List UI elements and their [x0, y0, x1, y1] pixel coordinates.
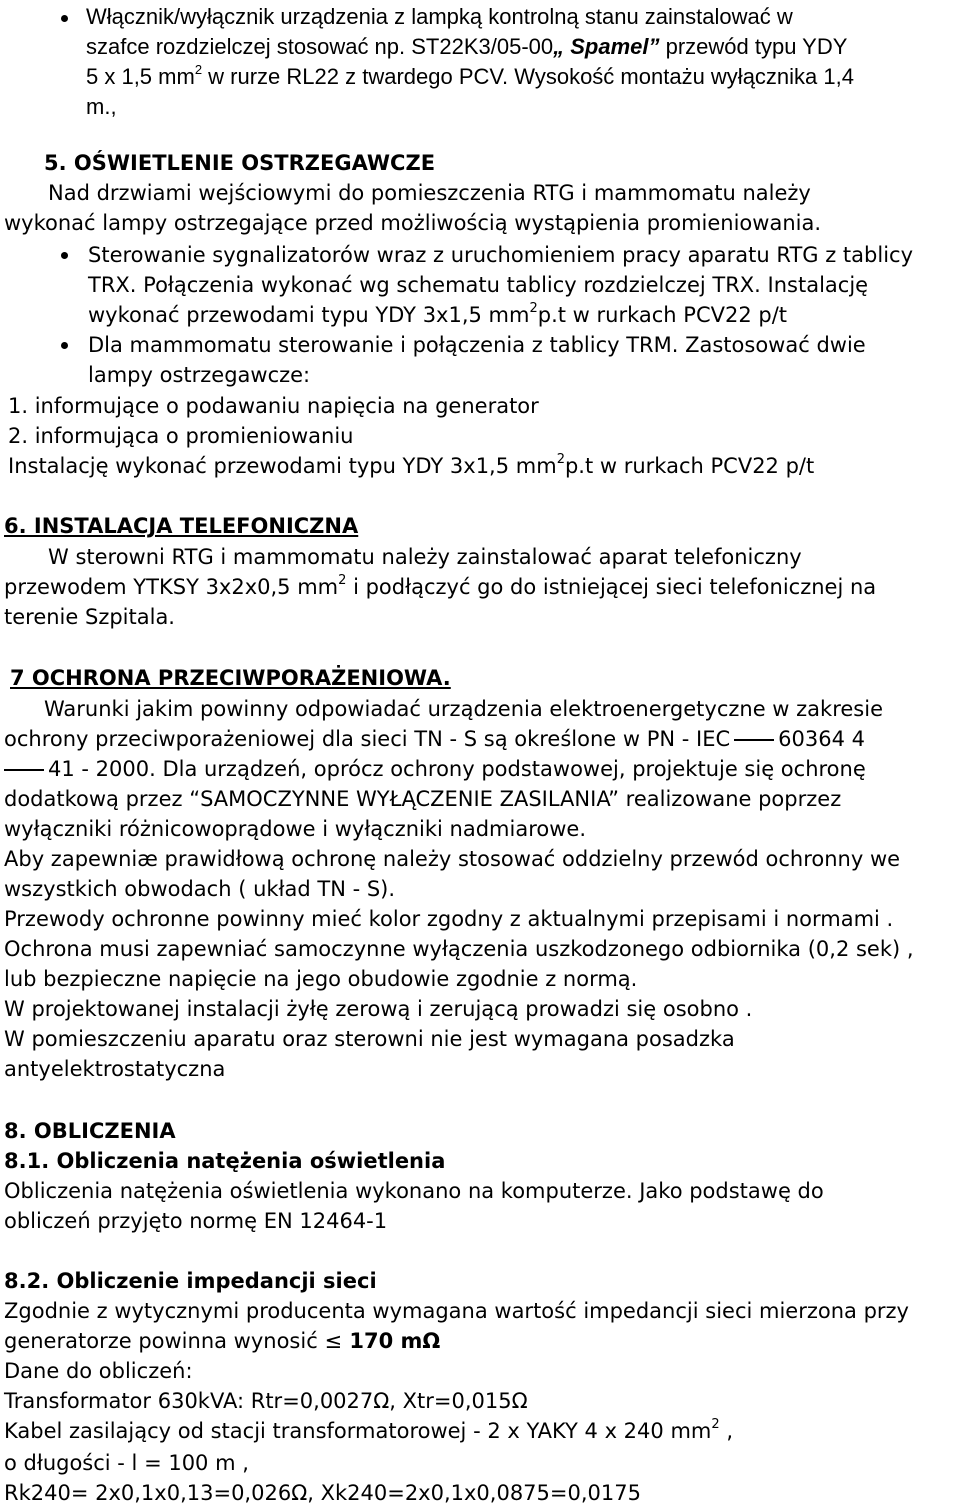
text-line: Rk240= 2x0,1x0,13=0,026Ω, Xk240=2x0,1x0,0875=0,0175: [4, 1481, 641, 1505]
text-line: Kabel zasilający od stacji transformatorowej - 2 x YAKY 4 x 240 $mm^2$ ,: [4, 1417, 733, 1443]
text-line: Obliczenia natężenia oświetlenia wykonano na komputerze. Jako podstawę do: [4, 1179, 824, 1203]
text-line: Dane do obliczeń:: [4, 1359, 193, 1383]
section-heading: 8. OBLICZENIA: [4, 1119, 176, 1143]
subsection-heading: 8.2. Obliczenie impedancji sieci: [4, 1269, 377, 1293]
section-heading: 5. OŚWIETLENIE OSTRZEGAWCZE: [44, 151, 436, 175]
text-line: m.,: [86, 94, 117, 119]
text-line: Włącznik/wyłącznik urządzenia z lampką kontrolną stanu zainstalować w: [86, 4, 793, 29]
text-line: o długości - l = 100 m ,: [4, 1451, 249, 1475]
text-line: W sterowni RTG i mammomatu należy zainstalować aparat telefoniczny: [48, 545, 802, 569]
section-heading: 6. INSTALACJA TELEFONICZNA: [4, 514, 359, 538]
text-line: 41 - 2000. Dla urządzeń, oprócz ochrony podstawowej, projektuje się ochronę: [4, 754, 866, 784]
text-line: wykonać przewodami typu YDY 3x1,5 $mm^2p.t$ w rurkach PCV22 p/t: [88, 301, 788, 327]
dash-line: [734, 739, 774, 741]
bullet-icon: [61, 252, 68, 259]
text-line: generatorze powinna wynosić ≤ 170 mΩ: [4, 1329, 441, 1353]
text-line: wszystkich obwodach ( układ TN - S).: [4, 877, 396, 901]
bullet-icon: [61, 342, 68, 349]
text-line: Instalację wykonać przewodami typu YDY 3x1,5 $mm^2p.t$ w rurkach PCV22 p/t: [8, 452, 815, 478]
text-line: przewodem YTKSY 3x2x0,5 $mm^2$ i podłączyć go do istniejącej sieci telefonicznej na: [4, 573, 877, 599]
text-line: wyłączniki różnicowoprądowe i wyłączniki nadmiarowe.: [4, 817, 587, 841]
dash-line: [4, 769, 44, 771]
text-line: antyelektrostatyczna: [4, 1057, 226, 1081]
text-line: obliczeń przyjęto normę EN 12464-1: [4, 1209, 388, 1233]
text-line: 5 x 1,5 $mm^2$ w rurze RL22 z twardego PCV. Wysokość montażu wyłącznika 1,4: [86, 61, 854, 89]
text-line: W projektowanej instalacji żyłę zerową i zerującą prowadzi się osobno .: [4, 997, 753, 1021]
text-line: Sterowanie sygnalizatorów wraz z uruchomieniem pracy aparatu RTG z tablicy: [88, 243, 913, 267]
text-line: Zgodnie z wytycznymi producenta wymagana wartość impedancji sieci mierzona przy: [4, 1299, 909, 1323]
section-heading: 7 OCHRONA PRZECIWPORAŻENIOWA.: [10, 666, 451, 690]
list-item: 1. informujące o podawaniu napięcia na generator: [8, 394, 539, 418]
text-line: wykonać lampy ostrzegające przed możliwością wystąpienia promieniowania.: [4, 211, 822, 235]
text-line: Ochrona musi zapewniać samoczynne wyłączenia uszkodzonego odbiornika (0,2 sek) ,: [4, 937, 914, 961]
text-line: terenie Szpitala.: [4, 605, 175, 629]
subsection-heading: 8.1. Obliczenia natężenia oświetlenia: [4, 1149, 446, 1173]
text-line: Aby zapewniæ prawidłową ochronę należy stosować oddzielny przewód ochronny we: [4, 847, 901, 871]
text-line: dodatkową przez “SAMOCZYNNE WYŁĄCZENIE ZASILANIA” realizowane poprzez: [4, 787, 842, 811]
text-line: Warunki jakim powinny odpowiadać urządzenia elektroenergetyczne w zakresie: [44, 697, 883, 721]
text-line: Dla mammomatu sterowanie i połączenia z tablicy TRM. Zastosować dwie: [88, 333, 866, 357]
list-item: 2. informująca o promieniowaniu: [8, 424, 354, 448]
bullet-icon: [61, 15, 68, 22]
text-line: ochrony przeciwporażeniowej dla sieci TN - S są określone w PN - IEC 60364 4: [4, 727, 865, 751]
text-line: W pomieszczeniu aparatu oraz sterowni nie jest wymagana posadzka: [4, 1027, 735, 1051]
text-line: lampy ostrzegawcze:: [88, 363, 311, 387]
text-line: Przewody ochronne powinny mieć kolor zgodny z aktualnymi przepisami i normami .: [4, 907, 894, 931]
text-line: TRX. Połączenia wykonać wg schematu tablicy rozdzielczej TRX. Instalację: [88, 273, 869, 297]
text-line: szafce rozdzielczej stosować np. ST22K3/05-00„ Spamel” przewód typu YDY: [86, 34, 848, 59]
text-line: Transformator 630kVA: Rtr=0,0027Ω, Xtr=0,015Ω: [4, 1389, 528, 1413]
text-line: lub bezpieczne napięcie na jego obudowie zgodnie z normą.: [4, 967, 638, 991]
text-line: Nad drzwiami wejściowymi do pomieszczenia RTG i mammomatu należy: [48, 181, 811, 205]
less-equal-symbol: ≤: [324, 1329, 343, 1353]
